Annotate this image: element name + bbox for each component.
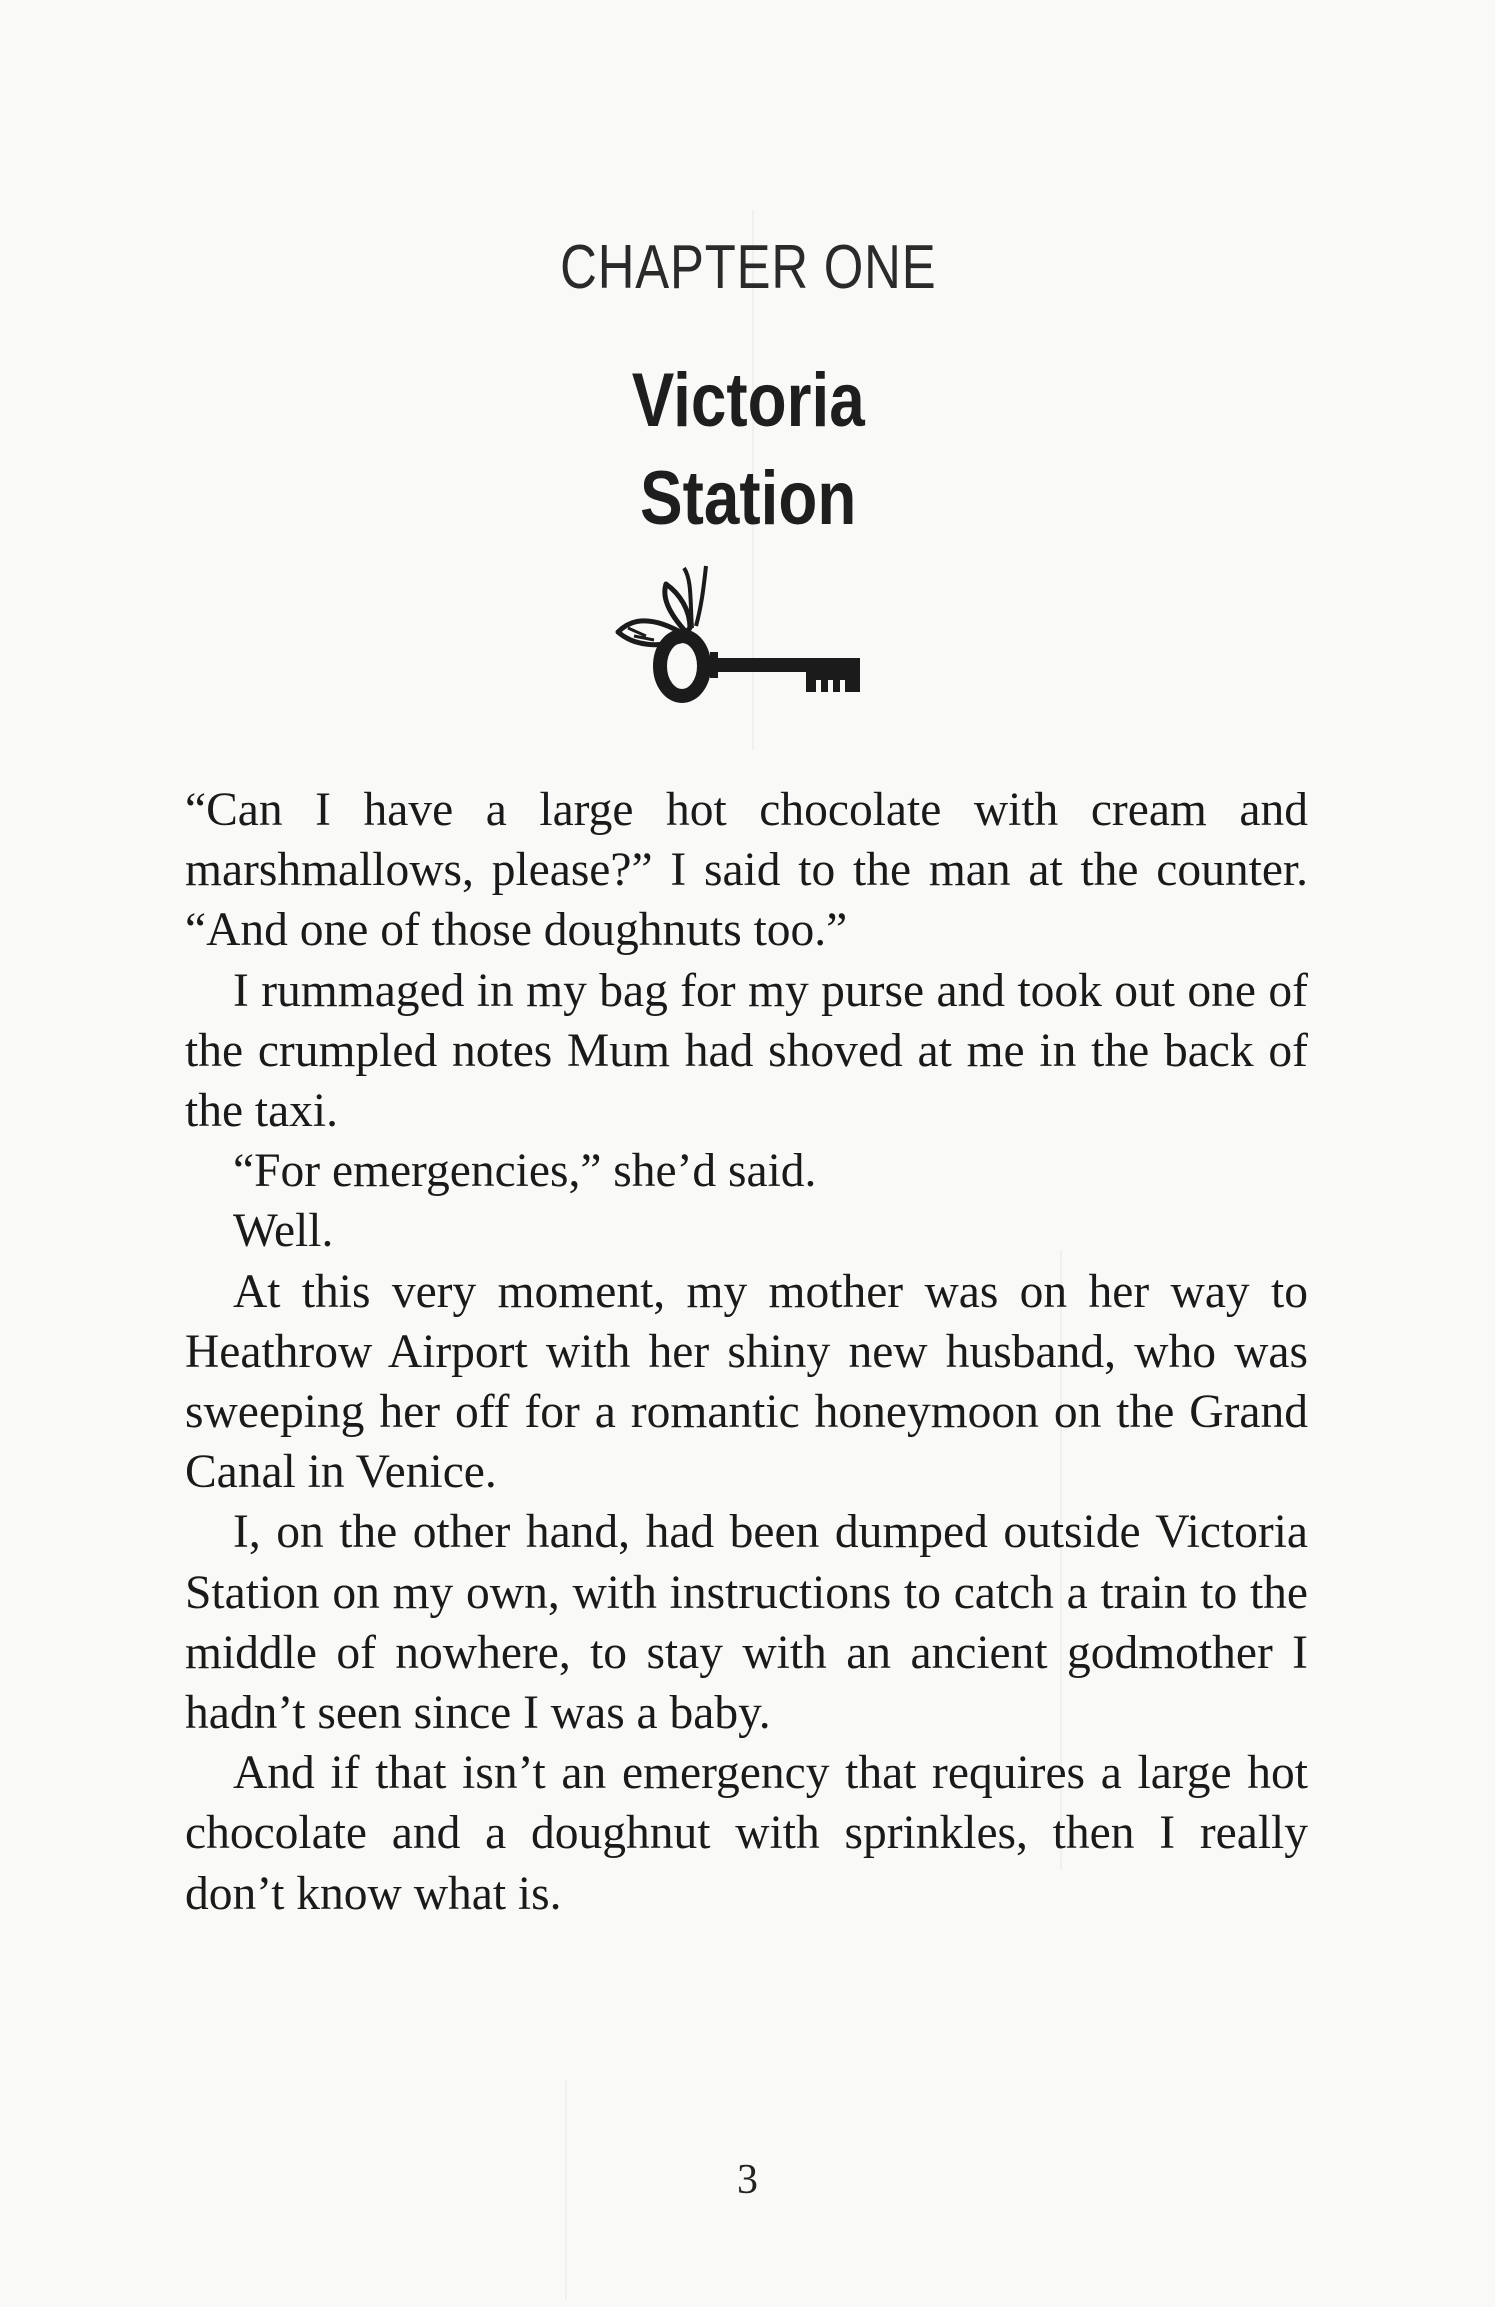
- key-with-bow-icon: [606, 562, 866, 712]
- chapter-label: CHAPTER ONE: [560, 233, 937, 302]
- paragraph: And if that isn’t an emergency that requires a large hot chocolate and a doughnut with sprinkles, then I really don’t know what is.: [185, 1747, 1308, 1920]
- chapter-title-line-1: Victoria: [631, 358, 865, 443]
- page-number: 3: [737, 2157, 758, 2203]
- chapter-body: [185, 780, 1308, 1924]
- paragraph: I rummaged in my bag for my purse and took out one of the crumpled notes Mum had shoved at me in the back of the taxi.: [185, 964, 1308, 1138]
- paragraph: At this very moment, my mother was on her way to Heathrow Airport with her shiny new husband, who was sweeping her off for a romantic honeymoon on the Grand Canal in Venice.: [185, 1265, 1308, 1499]
- paragraph: “Can I have a large hot chocolate with cream and marshmallows, please?” I said to the man at the counter. “And one of those doughnuts too.”: [185, 784, 1308, 957]
- chapter-title: [120, 352, 1376, 548]
- paragraph: I, on the other hand, had been dumped outside Victoria Station on my own, with instructions to catch a train to the middle of nowhere, to stay with an ancient godmother I hadn’t seen since I was a baby.: [185, 1506, 1308, 1740]
- paragraph: “For emergencies,” she’d said.: [233, 1145, 817, 1198]
- paragraph: Well.: [233, 1205, 334, 1258]
- chapter-title-line-2: Station: [640, 456, 857, 541]
